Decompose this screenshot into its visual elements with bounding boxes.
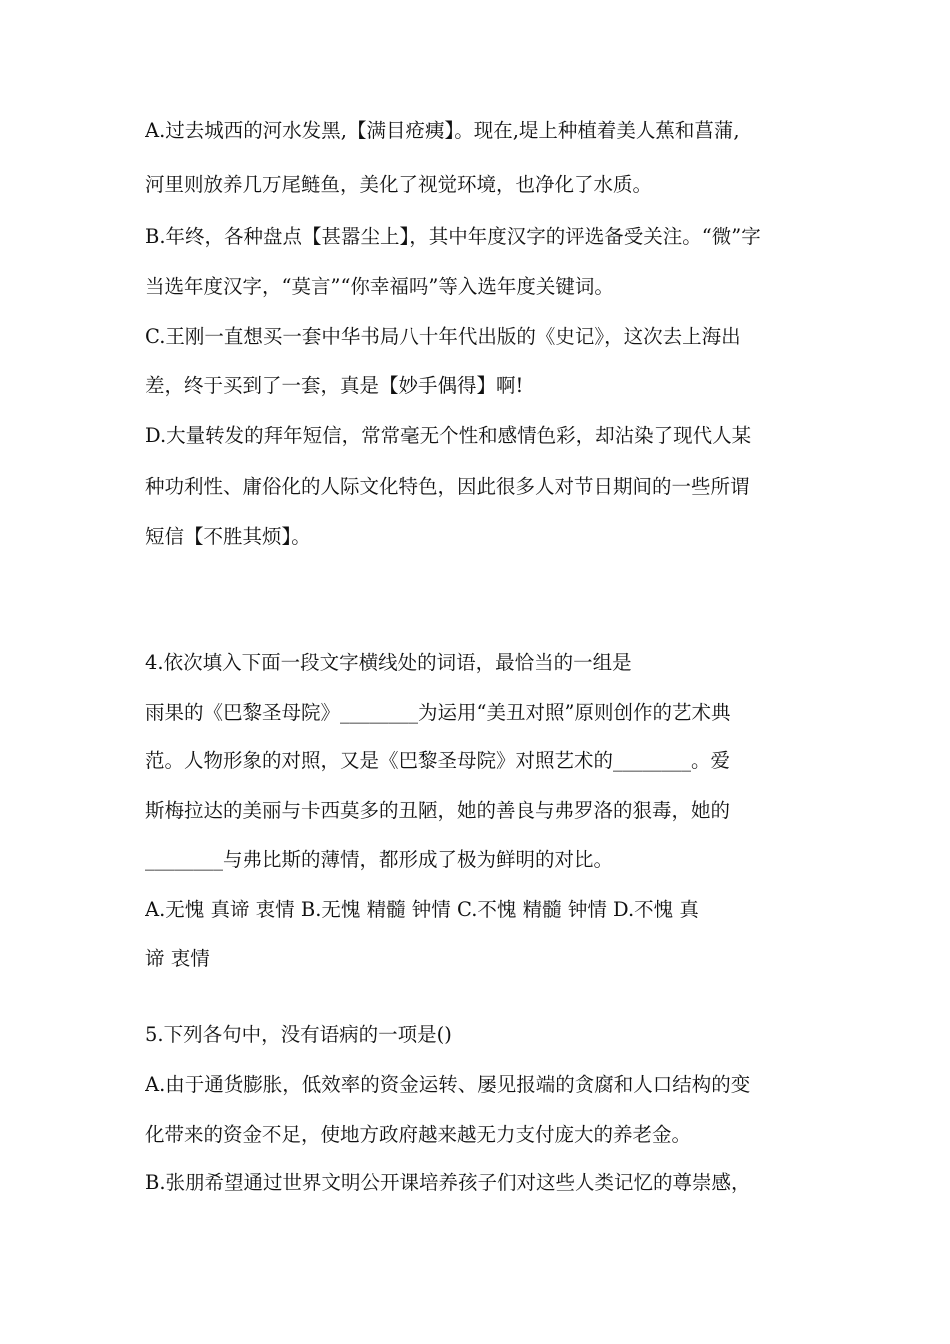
option-b-line-1: B.年终，各种盘点【甚嚣尘上】，其中年度汉字的评选备受关注。“微”字	[145, 225, 761, 248]
question-5-title: 5.下列各句中，没有语病的一项是()	[145, 1023, 452, 1046]
option-a-line-1: A.过去城西的河水发黑,【满目疮痍】。现在,堤上种植着美人蕉和菖蒲,	[145, 119, 740, 142]
question-5-option-a-line-1: A.由于通货膨胀，低效率的资金运转、屡见报端的贪腐和人口结构的变	[145, 1073, 751, 1096]
question-4-passage-line-3: 斯梅拉达的美丽与卡西莫多的丑陋，她的善良与弗罗洛的狠毒，她的	[145, 799, 731, 822]
option-d-line-1: D.大量转发的拜年短信，常常毫无个性和感情色彩，却沾染了现代人某	[145, 424, 752, 447]
question-5-option-b-line-1: B.张朋希望通过世界文明公开课培养孩子们对这些人类记忆的尊崇感，	[145, 1171, 751, 1194]
option-a-line-2: 河里则放养几万尾鲢鱼，美化了视觉环境，也净化了水质。	[145, 173, 653, 196]
question-5-option-a-line-2: 化带来的资金不足，使地方政府越来越无力支付庞大的养老金。	[145, 1123, 692, 1146]
option-c-line-1: C.王刚一直想买一套中华书局八十年代出版的《史记》，这次去上海出	[145, 325, 741, 348]
question-4-title: 4.依次填入下面一段文字横线处的词语，最恰当的一组是	[145, 651, 632, 674]
option-d-line-3: 短信【不胜其烦】。	[145, 525, 311, 548]
question-4-options-line-1: A.无愧 真谛 衷情 B.无愧 精髓 钟情 C.不愧 精髓 钟情 D.不愧 真	[145, 898, 699, 921]
question-4-options-line-2: 谛 衷情	[145, 947, 210, 970]
question-4-passage-line-4: ________与弗比斯的薄情，都形成了极为鲜明的对比。	[145, 848, 614, 871]
option-c-line-2: 差，终于买到了一套，真是【妙手偶得】啊!	[145, 374, 524, 397]
option-b-line-2: 当选年度汉字，“莫言”“你幸福吗”等入选年度关键词。	[145, 275, 614, 298]
option-d-line-2: 种功利性、庸俗化的人际文化特色，因此很多人对节日期间的一些所谓	[145, 475, 750, 498]
question-4-passage-line-1: 雨果的《巴黎圣母院》________为运用“美丑对照”原则创作的艺术典	[145, 701, 731, 724]
question-4-passage-line-2: 范。人物形象的对照，又是《巴黎圣母院》对照艺术的________。爱	[145, 749, 731, 772]
